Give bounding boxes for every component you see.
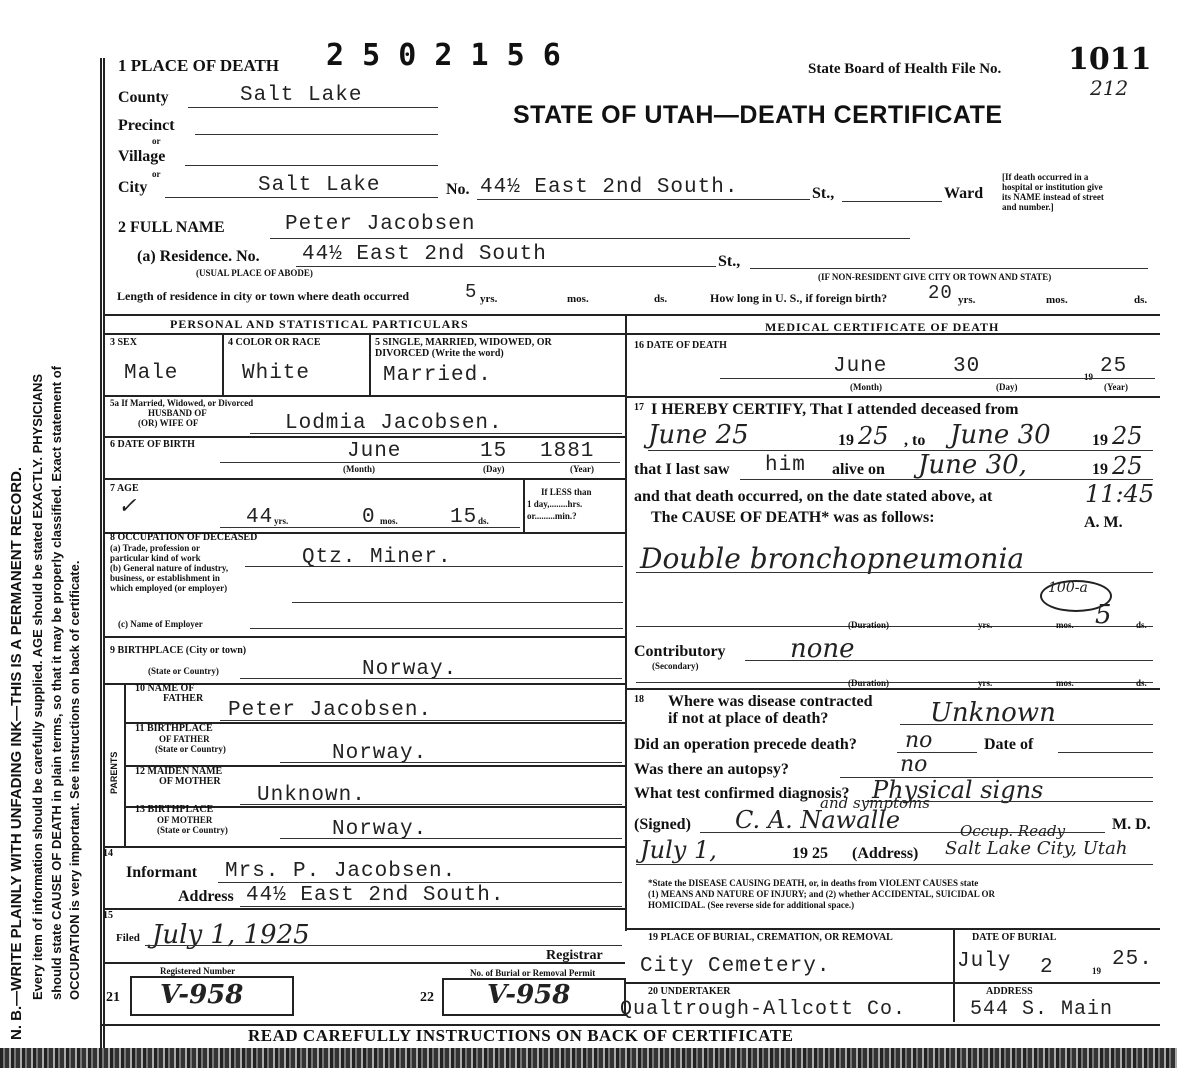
- residence-st-label: St.,: [718, 253, 741, 270]
- age-check: ✓: [118, 494, 137, 519]
- test-value: Physical signs: [872, 776, 1044, 804]
- burial-year: 25.: [1112, 948, 1153, 971]
- stamp-number: 2 5 0 2 1 5 6: [326, 38, 561, 73]
- file-sub: 212: [1090, 76, 1129, 100]
- full-name-label: 2 FULL NAME: [118, 219, 225, 236]
- street-st-label: St.,: [812, 185, 835, 202]
- informant-value: Mrs. P. Jacobsen.: [225, 860, 457, 883]
- age-mos: 0: [362, 506, 376, 529]
- city-value: Salt Lake: [258, 174, 381, 197]
- place-of-death-label: 1 PLACE OF DEATH: [118, 56, 280, 75]
- ward-note: [If death occurred in a hospital or institution give its NAME instead of street and number.]: [1002, 172, 1104, 212]
- registered-number: V-958: [160, 980, 244, 1010]
- dob-day: 15: [480, 440, 508, 463]
- spouse-value: Lodmia Jacobsen.: [285, 412, 503, 435]
- attended-from: June 25: [648, 420, 749, 450]
- last-saw-who: him: [765, 454, 806, 477]
- footer-instructions: READ CAREFULLY INSTRUCTIONS ON BACK OF CERTIFICATE: [248, 1026, 794, 1045]
- burial-place: City Cemetery.: [640, 955, 831, 978]
- filed-value: July 1, 1925: [152, 920, 310, 950]
- mother-birthplace: Norway.: [332, 818, 428, 841]
- operation-value: no: [905, 728, 933, 753]
- informant-label: Informant: [126, 864, 198, 881]
- permit-number: V-958: [487, 980, 571, 1010]
- undertaker: Qualtrough-Allcott Co.: [620, 998, 907, 1021]
- certify-statement: I HEREBY CERTIFY, That I attended deceased from: [651, 401, 1019, 418]
- mother-maiden-name: Unknown.: [257, 784, 366, 807]
- side-note-line2: Every item of information should be carefully supplied. AGE should be stated EXACTLY. PHYSICIANS: [30, 373, 45, 1000]
- city-label: City: [118, 179, 148, 196]
- father-name: Peter Jacobsen.: [228, 699, 433, 722]
- precinct-label: Precinct: [118, 117, 175, 134]
- street-value: 44½ East 2nd South.: [480, 176, 739, 199]
- file-no-label: State Board of Health File No.: [808, 61, 1002, 77]
- occupation-value: Qtz. Miner.: [302, 546, 452, 569]
- us-yrs-value: 20: [928, 282, 953, 304]
- residence-label: (a) Residence. No.: [137, 248, 260, 265]
- ward-label: Ward: [944, 185, 984, 202]
- village-label: Village: [118, 148, 166, 165]
- contributory-label: Contributory: [634, 643, 726, 660]
- medical-heading: MEDICAL CERTIFICATE OF DEATH: [765, 320, 1000, 334]
- operation-label: Did an operation precede death?: [634, 736, 857, 753]
- filed-label: Filed: [116, 932, 140, 944]
- full-name-value: Peter Jacobsen: [285, 213, 476, 236]
- last-saw-year: 25: [1112, 452, 1143, 480]
- left-border: [100, 58, 102, 1058]
- attended-to: June 30: [950, 420, 1051, 450]
- residence-value: 44½ East 2nd South: [302, 243, 547, 266]
- cause-code: 100-a: [1048, 580, 1088, 596]
- father-birthplace: Norway.: [332, 742, 428, 765]
- dod-day: 30: [953, 355, 981, 378]
- dod-year: 25: [1100, 355, 1128, 378]
- attended-from-year: 25: [858, 422, 889, 450]
- marital-value: Married.: [383, 364, 492, 387]
- last-saw-date: June 30,: [918, 450, 1027, 480]
- death-occurred-label: and that death occurred, on the date stated above, at: [634, 488, 993, 505]
- attended-to-year: 25: [1112, 422, 1143, 450]
- page-title: STATE OF UTAH—DEATH CERTIFICATE: [513, 101, 1003, 129]
- file-no: 1011: [1068, 42, 1152, 77]
- physician-address: Salt Lake City, Utah: [945, 838, 1128, 859]
- age-ds: 15: [450, 506, 478, 529]
- cause-of-death: Double bronchopneumonia: [640, 542, 1025, 575]
- footnote: *State the DISEASE CAUSING DEATH, or, in deaths from VIOLENT CAUSES state (1) MEANS AND NATURE OF INJURY; and (2) whether ACCIDENTAL, SUICIDAL OR HOMICIDAL. (See reverse side for additional space.): [648, 878, 996, 910]
- burial-month: July: [957, 950, 1012, 973]
- dob-month: June: [347, 440, 402, 463]
- sign-date: July 1,: [640, 836, 717, 864]
- physician-signature: C. A. Nawalle: [735, 806, 901, 834]
- race-value: White: [242, 362, 311, 385]
- signed-label: (Signed): [634, 816, 691, 833]
- burial-day: 2: [1040, 956, 1054, 979]
- death-certificate: N. B.—WRITE PLAINLY WITH UNFADING INK—THIS IS A PERMANENT RECORD. Every item of information should be carefully supplied. AGE should be stated EXACTLY. PHYSICIANS should state CAUSE OF DEATH in plain terms, so that it may be properly classified. Exact statement of OCCUPATION is very important. See instructions on back of certificate. 1 PLACE OF DEATH 2 5 0 2 1 5 6 State Board of Health File No. 1011 212 STATE OF UTAH—DEATH CERTIFICATE County Salt Lake Precinct or Village or City Salt Lake No. 44½ East 2nd South. St., Ward [If death occurred in a hospital or institution give its NAME instead of street and number.] 2 FULL NAME Peter Jacobsen (a) Residence. No. 44½ East 2nd South (USUAL PLACE OF ABODE) St., (IF NON-RESIDENT GIVE CITY OR TOWN AND STATE) Length of residence in city or town where death occurred 5 yrs. mos. ds. How long in U. S., if foreign birth? 20 yrs. mos. ds. PERSONAL AND STATISTICAL PARTICULARS MEDICAL CERTIFICATE OF DEATH 3 SEX Male 4 COLOR OR RACE White 5 SINGLE, MARRIED, WIDOWED, OR DIVORCED (Write the word) Married. 5a If Married, Widowed, or Divorced HUSBAND OF (OR) WIFE OF Lodmia Jacobsen. 6 DATE OF BIRTH June 15 1881 (Month) (Day) (Year) 7 AGE ✓ 44 yrs. 0 mos. 15 ds. If LESS than 1 day,........hrs. or.........min.? 8 OCCUPATION OF DECEASED (a) Trade, profession or particular kind of work (b) General nature of industry, business, or establishment in which employed (or employer) Qtz. Miner. (c) Name of Employer 9 BIRTHPLACE (City or town) (State or Country) Norway. PARENTS 10 NAME OF FATHER Peter Jacobsen. 11 BIRTHPLACE OF FATHER (State or Country) Norway. 12 MAIDEN NAME OF MOTHER Unknown. 13 BIRTHPLACE OF MOTHER (State or Country) Norway. 14 Informant Mrs. P. Jacobsen. Address 44½ East 2nd South. 15 Filed July 1, 1925 Registrar Registered Number No. of Burial or Removal Permit 21 V-958 22 V-958 16 DATE OF DEATH June 30 19 25 (Month) (Day) (Year) 17 I HEREBY CERTIFY, That I attended deceased from June 25 19 25 , to June 30 19 25 that I last saw him alive on June 30, 19 25 and that death occurred, on the date stated above, at 11:45 The CAUSE OF DEATH* was as follows: A. M. Double bronchopneumonia 100-a (Duration) yrs. mos. 5 ds. Contributory (Secondary) none (Duration) yrs. mos. ds. 18 Where was disease contracted if not at place of death? Unknown Did an operation precede death? no Date of Was there an autopsy? no What test confirmed diagnosis? Physical signs and symptoms (Signed) C. A. Nawalle M. D. Occup. Ready July 1, 19 25 (Address) Salt Lake City, Utah *State the DISEASE CAUSING DEATH, or, in deaths from VIOLENT CAUSES state (1) MEANS AND NATURE OF INJURY; and (2) whether ACCIDENTAL, SUICIDAL OR HOMICIDAL. (See reverse side for additional space.) 19 PLACE OF BURIAL, CREMATION, OR REMOVAL City Cemetery. DATE OF BURIAL July 2 19 25. 20 UNDERTAKER Qualtrough-Allcott Co. ADDRESS 544 S. Main READ CAREFULLY INSTRUCTIONS ON BACK OF CERTIFICATE: [0, 0, 1177, 1068]
- informant-address: 44½ East 2nd South.: [246, 884, 505, 907]
- informant-address-label: Address: [178, 888, 234, 905]
- disease-contracted: Unknown: [930, 698, 1056, 728]
- length-yrs-value: 5: [465, 281, 478, 303]
- county-label: County: [118, 89, 169, 106]
- personal-heading: PERSONAL AND STATISTICAL PARTICULARS: [170, 317, 469, 331]
- autopsy-label: Was there an autopsy?: [634, 761, 789, 778]
- sign-year: 25: [812, 845, 828, 862]
- parents-label: PARENTS: [109, 751, 119, 794]
- torn-edge: [0, 1048, 1177, 1068]
- side-note-line4: OCCUPATION is very important. See instructions on back of certificate.: [67, 560, 82, 1000]
- age-yrs: 44: [246, 506, 274, 529]
- undertaker-address: 544 S. Main: [970, 998, 1114, 1021]
- sex-value: Male: [124, 362, 179, 385]
- test-label: What test confirmed diagnosis?: [634, 785, 850, 802]
- us-label: How long in U. S., if foreign birth?: [710, 291, 888, 305]
- death-time: 11:45: [1085, 480, 1155, 508]
- side-note-line3: should state CAUSE OF DEATH in plain terms, so that it may be properly classified. Exact statement of: [49, 365, 64, 1000]
- address-extra: Occup. Ready: [960, 822, 1066, 840]
- dob-year: 1881: [540, 440, 595, 463]
- no-label: No.: [446, 181, 470, 198]
- length-label: Length of residence in city or town where death occurred: [117, 289, 410, 303]
- column-divider: [625, 316, 627, 931]
- cause-duration: 5: [1095, 600, 1112, 630]
- county-value: Salt Lake: [240, 84, 363, 107]
- nonres-note: (IF NON-RESIDENT GIVE CITY OR TOWN AND STATE): [818, 272, 1052, 282]
- birthplace-value: Norway.: [362, 658, 458, 681]
- contributory-value: none: [790, 634, 855, 664]
- residence-sub: (USUAL PLACE OF ABODE): [196, 268, 313, 278]
- cause-label: The CAUSE OF DEATH* was as follows:: [651, 509, 935, 526]
- test-extra: and symptoms: [820, 794, 930, 812]
- registrar-label: Registrar: [546, 948, 603, 963]
- dod-month: June: [833, 355, 888, 378]
- autopsy-value: no: [900, 752, 928, 777]
- side-note-line1: N. B.—WRITE PLAINLY WITH UNFADING INK—THIS IS A PERMANENT RECORD.: [8, 466, 25, 1040]
